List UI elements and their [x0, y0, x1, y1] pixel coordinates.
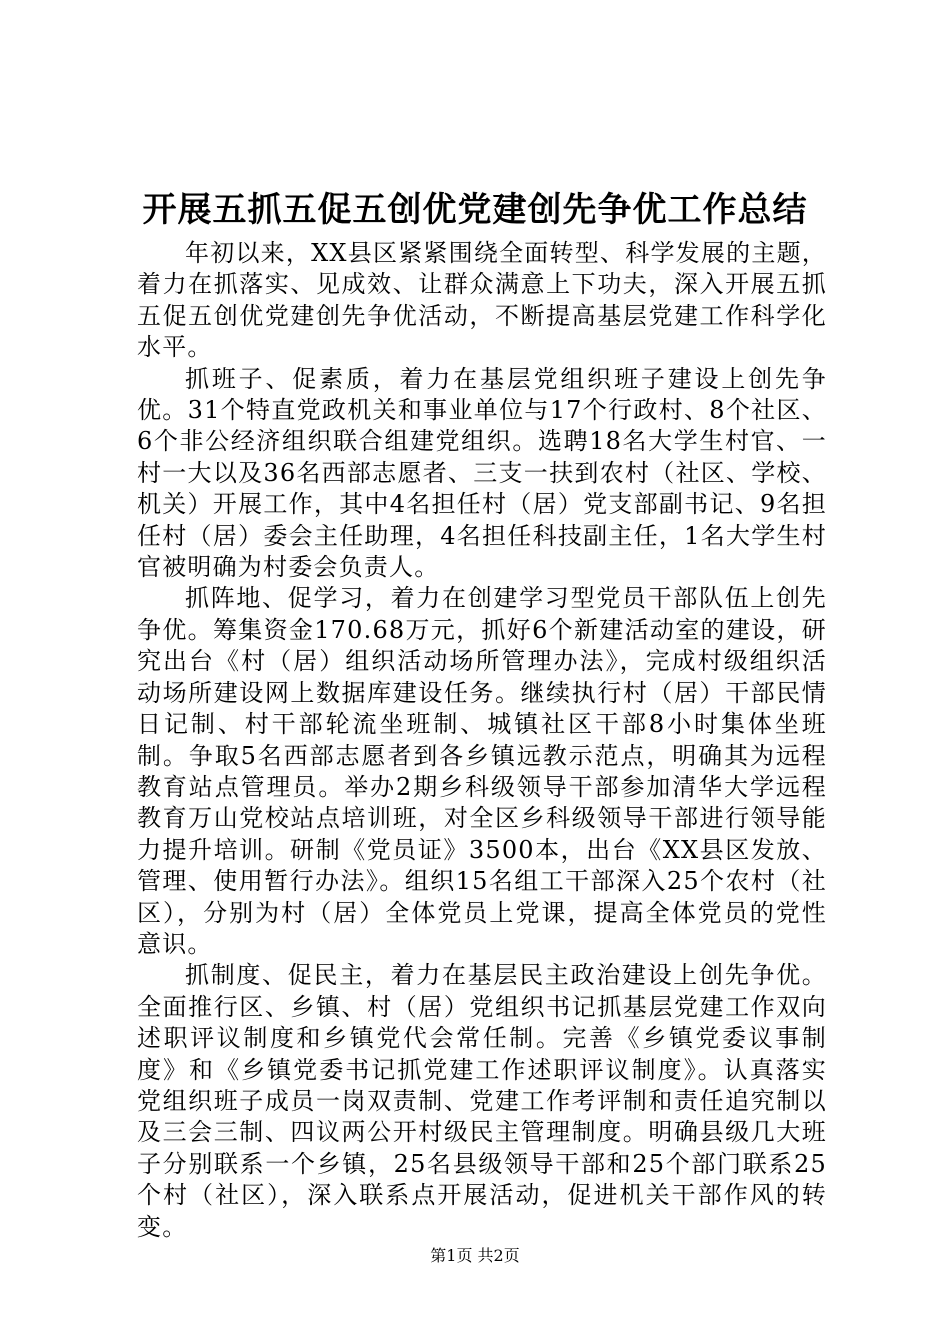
- paragraph-intro: 年初以来，XX县区紧紧围绕全面转型、科学发展的主题，着力在抓落实、见成效、让群众满意上下功夫，深入开展五抓五促五创优党建创先争优活动，不断提高基层党建工作科学化水平。: [137, 239, 827, 362]
- page-footer: 第1页 共2页: [430, 1246, 520, 1265]
- paragraph-team-building: 抓班子、促素质，着力在基层党组织班子建设上创先争优。31个特直党政机关和事业单位与17个行政村、8个社区、6个非公经济组织联合组建党组织。选聘18名大学生村官、一村一大以及36名西部志愿者、三支一扶到农村（社区、学校、机关）开展工作，其中4名担任村（居）党支部副书记、9名担任村（居）委会主任助理，4名担任科技副主任，1名大学生村官被明确为村委会负责人。: [137, 364, 827, 582]
- document-body: [137, 238, 827, 1243]
- paragraph-democracy: 抓制度、促民主，着力在基层民主政治建设上创先争优。全面推行区、乡镇、村（居）党组织书记抓基层党建工作双向述职评议制度和乡镇党代会常任制。完善《乡镇党委议事制度》和《乡镇党委书记抓党建工作述职评议制度》。认真落实党组织班子成员一岗双责制、党建工作考评制和责任追究制以及三会三制、四议两公开村级民主管理制度。明确县级几大班子分别联系一个乡镇，25名县级领导干部和25个部门联系25个村（社区），深入联系点开展活动，促进机关干部作风的转变。: [137, 961, 827, 1241]
- paragraph-learning: 抓阵地、促学习，着力在创建学习型党员干部队伍上创先争优。筹集资金170.68万元，抓好6个新建活动室的建设，研究出台《村（居）组织活动场所管理办法》，完成村级组织活动场所建设网上数据库建设任务。继续执行村（居）干部民情日记制、村干部轮流坐班制、城镇社区干部8小时集体坐班制。争取5名西部志愿者到各乡镇远教示范点，明确其为远程教育站点管理员。举办2期乡科级领导干部参加清华大学远程教育万山党校站点培训班，对全区乡科级领导干部进行领导能力提升培训。研制《党员证》3500本，出台《XX县区发放、管理、使用暂行办法》。组织15名组工干部深入25个农村（社区），分别为村（居）全体党员上党课，提高全体党员的党性意识。: [137, 584, 827, 958]
- document-title: 开展五抓五促五创优党建创先争优工作总结: [142, 190, 808, 230]
